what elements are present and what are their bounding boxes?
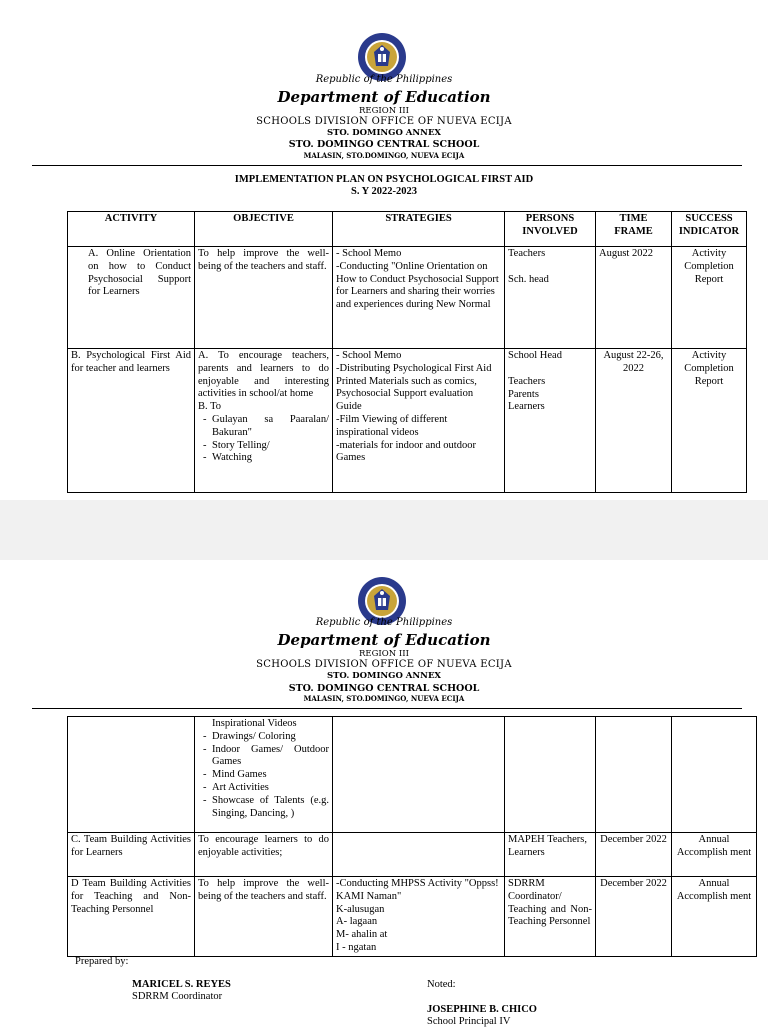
table-row xyxy=(68,349,747,493)
persons-cell xyxy=(505,717,596,833)
plan-table-continued xyxy=(67,716,757,957)
person-item: Teachers xyxy=(508,375,546,387)
persons-cell: SDRRM Coordinator/ Teaching and Non-Teaching Personnel xyxy=(505,877,596,957)
list-item: - Gulayan sa Paaralan/ Bakuran" xyxy=(212,414,329,440)
indicator-cell: Activity Completion Report xyxy=(672,247,747,349)
person-item: Learners xyxy=(508,401,545,413)
annex-label: STO. DOMINGO ANNEX xyxy=(326,671,442,681)
noted-label: Noted: xyxy=(427,979,456,990)
indicator-cell: Annual Accomplish ment xyxy=(672,877,757,957)
header-divider xyxy=(32,708,742,709)
noter-name: JOSEPHINE B. CHICO xyxy=(427,1004,537,1015)
column-header: ACTIVITY xyxy=(68,212,195,247)
division-label: SCHOOLS DIVISION OFFICE OF NUEVA ECIJA xyxy=(256,116,512,127)
strategies-cell xyxy=(333,717,505,833)
page-gap xyxy=(0,500,768,560)
document-title: IMPLEMENTATION PLAN ON PSYCHOLOGICAL FIRST AID xyxy=(234,174,534,185)
objective-text: B. To xyxy=(198,401,221,413)
preparer-title: SDRRM Coordinator xyxy=(132,991,223,1002)
objective-text: Inspirational Videos xyxy=(212,718,297,729)
school-address: MALASIN, STO.DOMINGO, NUEVA ECIJA xyxy=(303,694,465,703)
school-name: STO. DOMINGO CENTRAL SCHOOL xyxy=(288,683,480,694)
indicator-cell: Annual Accomplish ment xyxy=(672,833,757,877)
person-item: Parents xyxy=(508,388,539,400)
activity-cell xyxy=(68,717,195,833)
persons-cell: MAPEH Teachers, Learners xyxy=(505,833,596,877)
annex-label: STO. DOMINGO ANNEX xyxy=(326,128,442,138)
objective-cell xyxy=(195,717,333,833)
persons-cell xyxy=(505,247,596,349)
objective-text: A. To encourage teachers, parents and learners to do enjoyable and interesting activities in school/at home xyxy=(198,350,329,400)
strategies-cell: -Conducting MHPSS Activity "Oppss! KAMI Naman" K-alusugan A- lagaan M- ahalin at I - ngatan xyxy=(333,877,505,957)
department-name: Department of Education xyxy=(277,631,491,649)
objective-cell: To help improve the well-being of the teachers and staff. xyxy=(195,877,333,957)
person-item: Teachers xyxy=(508,248,546,259)
list-item: - Art Activities xyxy=(212,782,329,795)
time-cell: December 2022 xyxy=(596,833,672,877)
list-item: - Showcase of Talents (e.g. Singing, Dancing, ) xyxy=(212,795,329,821)
activity-cell: B. Psychological First Aid for teacher and learners xyxy=(68,349,195,493)
document-page-1 xyxy=(0,0,768,500)
header-divider xyxy=(32,165,742,166)
list-item: - Watching xyxy=(212,452,329,465)
republic-label: Republic of the Philippines xyxy=(315,74,453,85)
time-cell: August 2022 xyxy=(596,247,672,349)
objective-cell xyxy=(195,349,333,493)
indicator-cell: Activity Completion Report xyxy=(672,349,747,493)
list-item: - Indoor Games/ Outdoor Games xyxy=(212,744,329,770)
strategies-cell: - School Memo -Conducting "Online Orientation on How to Conduct Psychosocial Support for Learners and sharing their worries and experiences during New Normal xyxy=(333,247,505,349)
time-cell: August 22-26, 2022 xyxy=(596,349,672,493)
school-address: MALASIN, STO.DOMINGO, NUEVA ECIJA xyxy=(303,151,465,160)
person-item: Sch. head xyxy=(508,273,549,285)
prepared-by-label: Prepared by: xyxy=(75,956,129,967)
preparer-name: MARICEL S. REYES xyxy=(132,979,231,990)
column-header: SUCCESS INDICATOR xyxy=(672,212,747,247)
time-cell xyxy=(596,717,672,833)
list-item: - Mind Games xyxy=(212,769,329,782)
column-header: STRATEGIES xyxy=(333,212,505,247)
region-label: REGION III xyxy=(359,649,409,659)
table-header-row xyxy=(68,212,747,247)
document-page-2 xyxy=(0,560,768,1027)
table-row xyxy=(68,717,757,833)
person-item: School Head xyxy=(508,350,562,361)
persons-cell xyxy=(505,349,596,493)
table-row xyxy=(68,877,757,957)
school-name: STO. DOMINGO CENTRAL SCHOOL xyxy=(288,139,480,150)
indicator-cell xyxy=(672,717,757,833)
objective-cell: To help improve the well-being of the teachers and staff. xyxy=(195,247,333,349)
activity-cell: A. Online Orientation on how to Conduct Psychosocial Support for Learners xyxy=(68,247,195,349)
column-header: PERSONS INVOLVED xyxy=(505,212,596,247)
strategies-cell xyxy=(333,833,505,877)
time-cell: December 2022 xyxy=(596,877,672,957)
column-header: OBJECTIVE xyxy=(195,212,333,247)
school-year: S. Y 2022-2023 xyxy=(350,186,417,197)
table-row xyxy=(68,833,757,877)
list-item: - Drawings/ Coloring xyxy=(212,731,329,744)
strategies-cell: - School Memo -Distributing Psychological First Aid Printed Materials such as comics, Psychosocial Support evaluation Guide -Film Viewing of different inspirational videos -materials for indoor and outdoor Games xyxy=(333,349,505,493)
objective-list xyxy=(198,731,329,821)
division-label: SCHOOLS DIVISION OFFICE OF NUEVA ECIJA xyxy=(256,659,512,670)
republic-label: Republic of the Philippines xyxy=(315,617,453,628)
column-header: TIME FRAME xyxy=(596,212,672,247)
department-name: Department of Education xyxy=(277,88,491,106)
activity-cell: D Team Building Activities for Teaching and Non-Teaching Personnel xyxy=(68,877,195,957)
table-row xyxy=(68,247,747,349)
objective-list xyxy=(198,414,329,465)
list-item: - Story Telling/ xyxy=(212,440,329,453)
activity-cell: C. Team Building Activities for Learners xyxy=(68,833,195,877)
noter-title: School Principal IV xyxy=(427,1016,511,1027)
region-label: REGION III xyxy=(359,106,409,116)
plan-table xyxy=(67,211,747,493)
objective-cell: To encourage learners to do enjoyable activities; xyxy=(195,833,333,877)
